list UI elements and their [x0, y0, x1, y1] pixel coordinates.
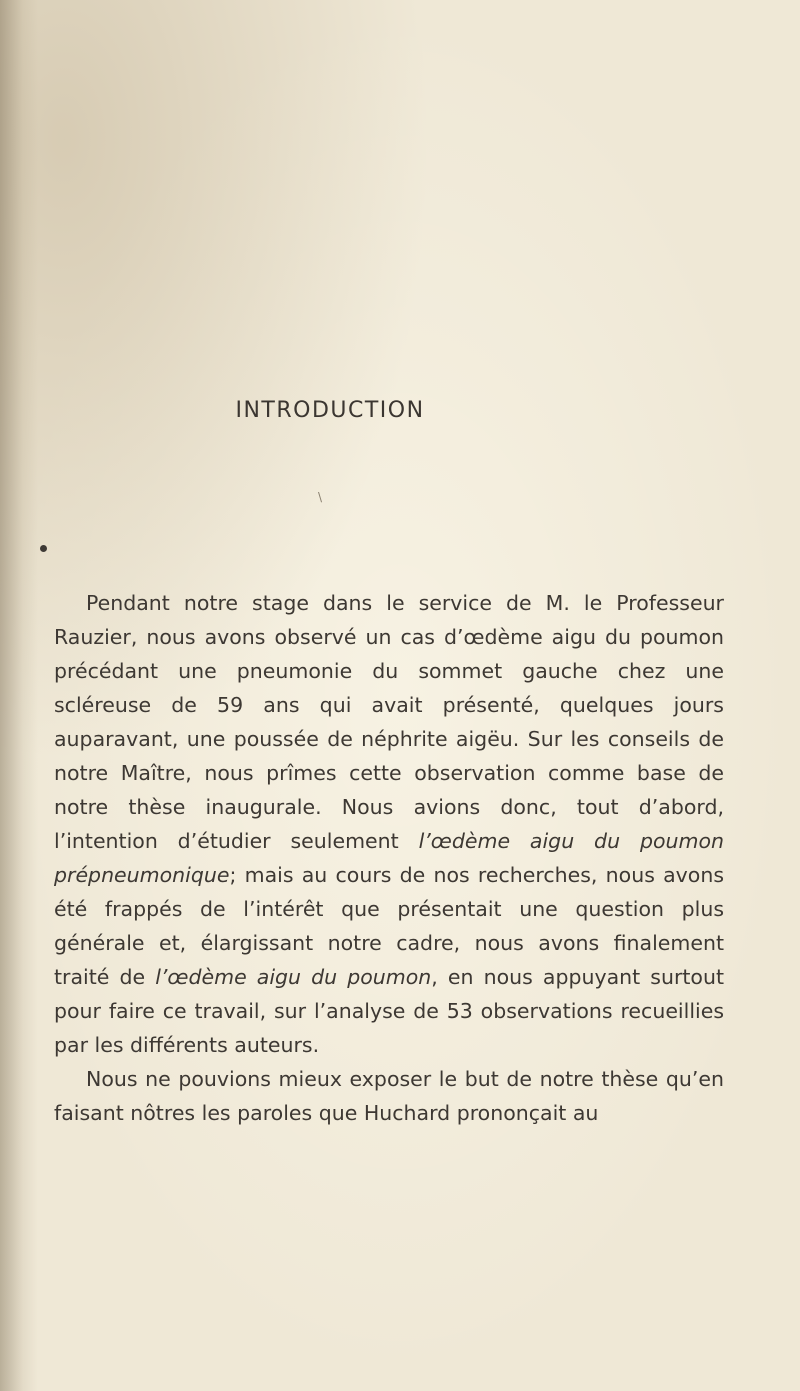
body-text	[54, 586, 724, 1130]
text-run: Pendant notre stage dans le service de M. le Professeur Rauzier, nous avons observé un cas d’œdème aigu du poumon précédant une pneumonie du sommet gauche chez une scléreuse de 59 ans qui avait présenté, quelques jours auparavant, une poussée de néphrite aigëu. Sur les conseils de notre Maître, nous prîmes cette observation comme base de notre thèse inaugurale. Nous avions donc, tout d’abord, l’intention d’étudier seulement	[54, 591, 724, 853]
page-edge-shadow	[0, 0, 38, 1391]
ink-speck	[40, 545, 47, 552]
paragraph-2	[54, 1062, 724, 1130]
text-run: Nous ne pouvions mieux exposer le but de notre thèse qu’en faisant nôtres les paroles que Huchard prononçait au	[54, 1067, 724, 1125]
italic-run: l’œdème aigu du poumon prépneumonique	[54, 829, 724, 887]
text-run: ; mais au cours de nos recherches, nous avons été frappés de l’intérêt que présentait une question plus générale et, élargissant notre cadre, nous avons finalement traité de	[54, 863, 724, 989]
italic-run: l’œdème aigu du poumon	[155, 965, 432, 989]
page-title: INTRODUCTION	[235, 398, 425, 423]
text-run: , en nous appuyant surtout pour faire ce travail, sur l’analyse de 53 observations recueillies par les différents auteurs.	[54, 965, 724, 1057]
paragraph-1	[54, 586, 724, 1062]
ink-mark: \	[318, 490, 323, 504]
